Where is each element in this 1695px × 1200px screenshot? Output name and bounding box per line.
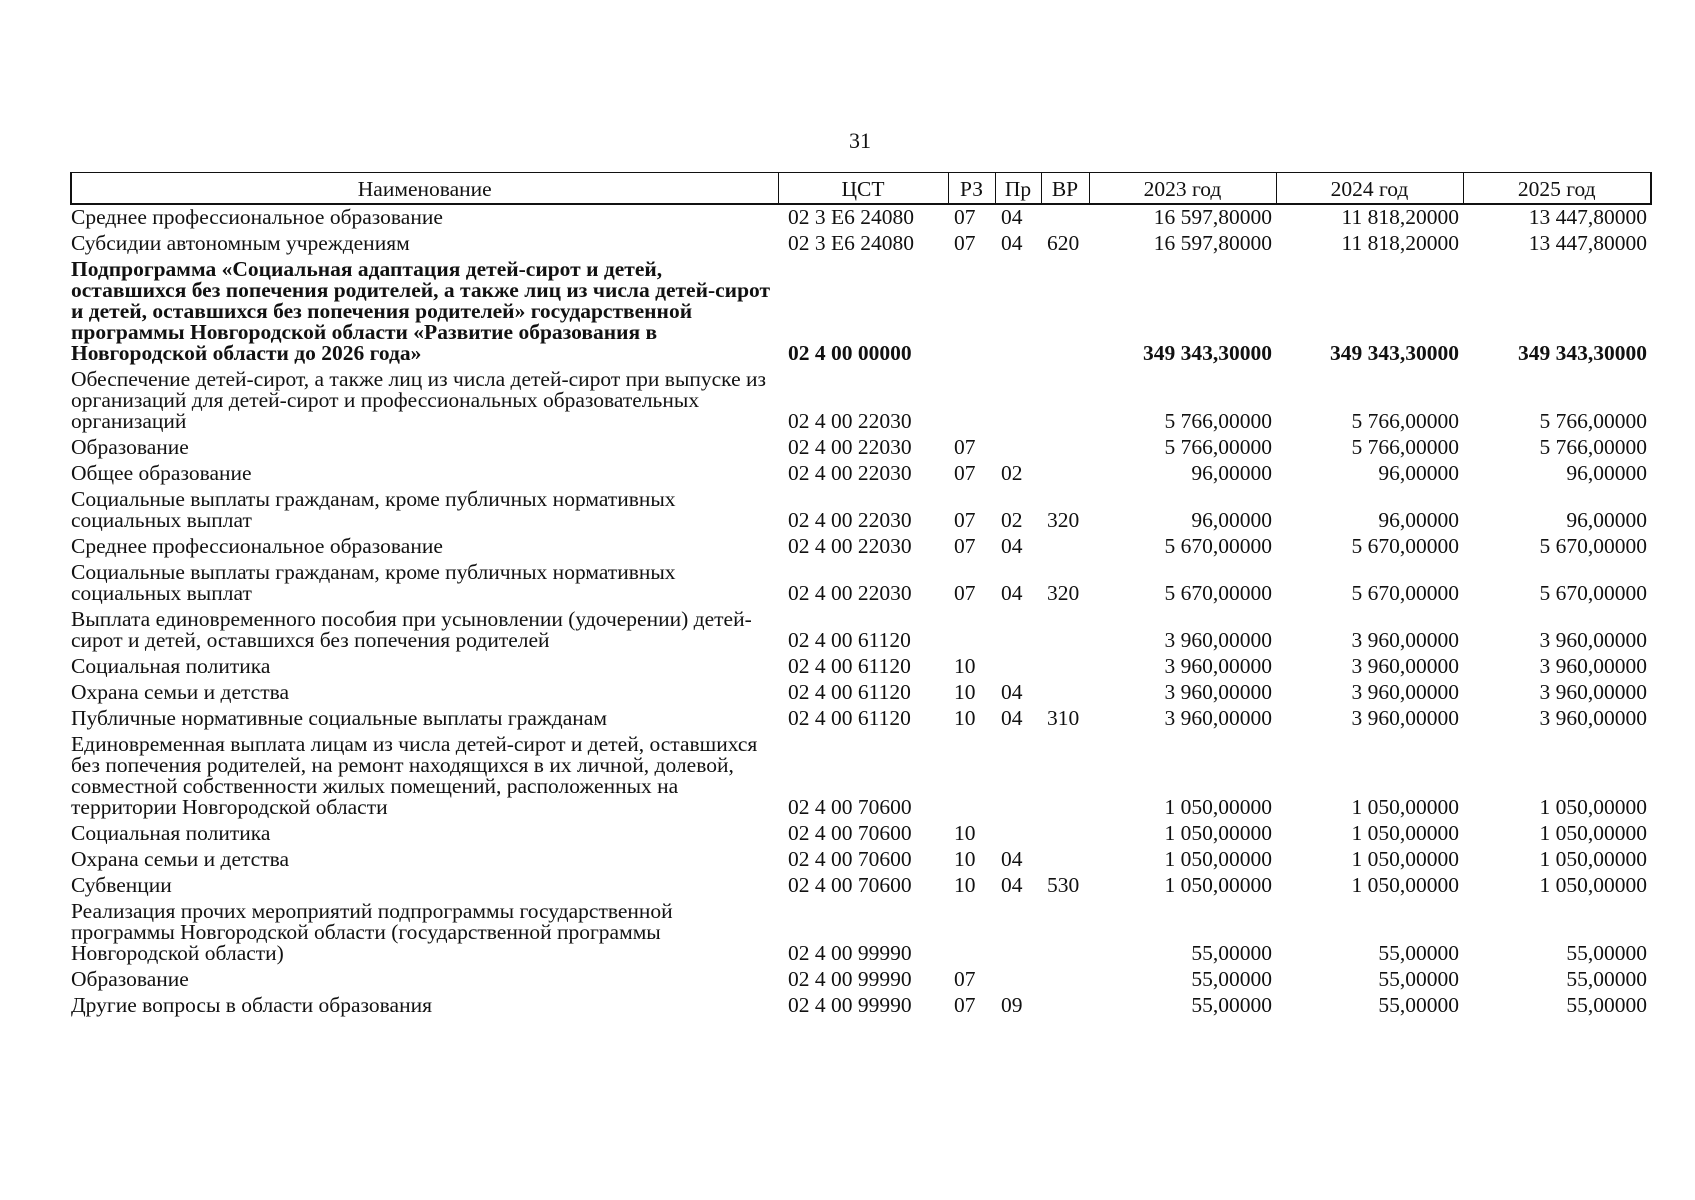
header-2025: 2025 год	[1463, 173, 1651, 205]
row-amount-2023: 55,00000	[1191, 941, 1272, 965]
row-name: Среднее профессиональное образование	[71, 205, 443, 229]
row-vr	[1041, 204, 1089, 231]
table-row	[71, 654, 1651, 680]
row-vr: 620	[1047, 231, 1080, 255]
row-amount-2024: 3 960,00000	[1351, 628, 1459, 652]
row-amount-2024: 5 766,00000	[1351, 435, 1459, 459]
row-amount-2024: 1 050,00000	[1351, 847, 1459, 871]
row-vr	[1041, 993, 1089, 1019]
row-pr: 02	[1001, 461, 1023, 485]
row-name: Охрана семьи и детства	[71, 847, 290, 871]
header-rz: РЗ	[948, 173, 995, 205]
table-row	[71, 257, 1651, 367]
row-amount-2024: 5 670,00000	[1351, 534, 1459, 558]
row-rz	[948, 899, 995, 967]
row-pr	[995, 899, 1041, 967]
row-amount-2023: 3 960,00000	[1164, 628, 1272, 652]
row-name: Выплата единовременного пособия при усыновлении (удочерении) детей-сирот и детей, оставшихся без попечения родителей	[71, 607, 752, 652]
row-amount-2023: 5 766,00000	[1164, 409, 1272, 433]
row-amount-2023: 3 960,00000	[1164, 706, 1272, 730]
row-vr	[1041, 257, 1089, 367]
row-pr: 04	[1001, 581, 1023, 605]
row-amount-2025: 5 766,00000	[1539, 409, 1647, 433]
table-row	[71, 993, 1651, 1019]
row-pr: 09	[1001, 993, 1023, 1017]
row-pr	[995, 435, 1041, 461]
table-row	[71, 435, 1651, 461]
row-pr: 04	[1001, 205, 1023, 229]
row-cst: 02 4 00 22030	[788, 581, 912, 605]
row-pr	[995, 654, 1041, 680]
row-amount-2025: 13 447,80000	[1528, 205, 1647, 229]
table-row	[71, 231, 1651, 257]
row-cst: 02 4 00 70600	[788, 847, 912, 871]
row-amount-2023: 55,00000	[1191, 967, 1272, 991]
row-amount-2024: 1 050,00000	[1351, 821, 1459, 845]
row-amount-2025: 55,00000	[1566, 967, 1647, 991]
row-pr	[995, 367, 1041, 435]
table-row	[71, 706, 1651, 732]
table-row	[71, 873, 1651, 899]
row-name: Обеспечение детей-сирот, а также лиц из числа детей-сирот при выпуске из организаций для детей-сирот и профессиональных образовательных организаций	[71, 367, 767, 433]
row-pr	[995, 967, 1041, 993]
row-amount-2023: 55,00000	[1191, 993, 1272, 1017]
table-row	[71, 967, 1651, 993]
row-amount-2024: 55,00000	[1378, 993, 1459, 1017]
row-vr	[1041, 435, 1089, 461]
row-rz	[948, 732, 995, 821]
row-amount-2024: 3 960,00000	[1351, 706, 1459, 730]
row-pr: 04	[1001, 534, 1023, 558]
row-name: Образование	[71, 435, 189, 459]
row-rz: 10	[954, 706, 976, 730]
row-pr	[995, 607, 1041, 654]
row-pr: 04	[1001, 706, 1023, 730]
row-amount-2024: 5 670,00000	[1351, 581, 1459, 605]
row-amount-2024: 96,00000	[1378, 508, 1459, 532]
row-cst: 02 4 00 22030	[788, 435, 912, 459]
row-pr: 04	[1001, 231, 1023, 255]
row-amount-2025: 1 050,00000	[1539, 795, 1647, 819]
row-rz: 10	[954, 680, 976, 704]
row-rz: 07	[954, 435, 976, 459]
row-name: Общее образование	[71, 461, 252, 485]
table-row	[71, 732, 1651, 821]
row-cst: 02 4 00 99990	[788, 941, 912, 965]
row-vr	[1041, 847, 1089, 873]
row-amount-2023: 3 960,00000	[1164, 654, 1272, 678]
table-row	[71, 461, 1651, 487]
row-amount-2024: 3 960,00000	[1351, 654, 1459, 678]
row-amount-2023: 5 670,00000	[1164, 581, 1272, 605]
row-rz: 07	[954, 993, 976, 1017]
row-rz	[948, 607, 995, 654]
row-pr: 04	[1001, 680, 1023, 704]
row-pr	[995, 257, 1041, 367]
row-cst: 02 4 00 61120	[788, 680, 911, 704]
table-row	[71, 821, 1651, 847]
row-vr	[1041, 821, 1089, 847]
row-vr: 320	[1047, 508, 1080, 532]
table-row	[71, 899, 1651, 967]
row-pr: 04	[1001, 847, 1023, 871]
table-row	[71, 534, 1651, 560]
table-row	[71, 367, 1651, 435]
row-rz: 07	[954, 231, 976, 255]
row-vr	[1041, 367, 1089, 435]
row-cst: 02 4 00 70600	[788, 821, 912, 845]
row-rz	[948, 367, 995, 435]
page-number: 31	[849, 128, 871, 153]
row-amount-2024: 96,00000	[1378, 461, 1459, 485]
row-rz: 07	[954, 967, 976, 991]
row-amount-2023: 349 343,30000	[1143, 341, 1272, 365]
row-amount-2023: 5 766,00000	[1164, 435, 1272, 459]
row-rz: 07	[954, 205, 976, 229]
row-amount-2024: 55,00000	[1378, 941, 1459, 965]
row-amount-2024: 55,00000	[1378, 967, 1459, 991]
row-rz: 07	[954, 534, 976, 558]
header-pr: Пр	[995, 173, 1041, 205]
row-amount-2025: 5 670,00000	[1539, 581, 1647, 605]
row-cst: 02 4 00 70600	[788, 795, 912, 819]
row-amount-2023: 16 597,80000	[1153, 231, 1272, 255]
row-rz: 07	[954, 461, 976, 485]
row-cst: 02 4 00 99990	[788, 993, 912, 1017]
row-vr	[1041, 654, 1089, 680]
row-vr	[1041, 680, 1089, 706]
row-name: Реализация прочих мероприятий подпрограммы государственной программы Новгородской области (государственной программы Новгородской области)	[71, 899, 673, 965]
row-amount-2024: 3 960,00000	[1351, 680, 1459, 704]
row-vr	[1041, 967, 1089, 993]
row-cst: 02 4 00 22030	[788, 534, 912, 558]
header-2024: 2024 год	[1276, 173, 1463, 205]
table-row	[71, 607, 1651, 654]
budget-table	[70, 172, 1652, 1019]
row-amount-2023: 3 960,00000	[1164, 680, 1272, 704]
row-cst: 02 4 00 22030	[788, 409, 912, 433]
row-cst: 02 4 00 61120	[788, 654, 911, 678]
row-amount-2025: 96,00000	[1566, 461, 1647, 485]
table-body	[71, 204, 1651, 1019]
row-amount-2025: 5 766,00000	[1539, 435, 1647, 459]
row-cst: 02 4 00 22030	[788, 461, 912, 485]
table-row	[71, 487, 1651, 534]
row-amount-2025: 349 343,30000	[1518, 341, 1647, 365]
row-amount-2024: 349 343,30000	[1330, 341, 1459, 365]
row-rz: 07	[954, 581, 976, 605]
row-amount-2025: 55,00000	[1566, 941, 1647, 965]
row-name: Охрана семьи и детства	[71, 680, 290, 704]
row-amount-2025: 5 670,00000	[1539, 534, 1647, 558]
row-cst: 02 4 00 61120	[788, 706, 911, 730]
row-name: Подпрограмма «Социальная адаптация детей-сирот и детей, оставшихся без попечения родителей, а также лиц из числа детей-сирот и детей, оставшихся без попечения родителей» государственной программы Новгородской области «Развитие образования в Новгородской области до 2026 года»	[71, 257, 771, 365]
row-name: Субвенции	[71, 873, 172, 897]
row-amount-2023: 1 050,00000	[1164, 873, 1272, 897]
row-name: Единовременная выплата лицам из числа детей-сирот и детей, оставшихся без попечения родителей, на ремонт находящихся в их личной, долевой, совместной собственности жилых помещений, расположенных на территории Новгородской области	[71, 732, 758, 819]
row-amount-2024: 11 818,20000	[1341, 205, 1459, 229]
row-pr: 02	[1001, 508, 1023, 532]
row-name: Публичные нормативные социальные выплаты гражданам	[71, 706, 607, 730]
row-name: Социальные выплаты гражданам, кроме публичных нормативных социальных выплат	[71, 487, 676, 532]
header-vr: ВР	[1041, 173, 1089, 205]
row-amount-2025: 1 050,00000	[1539, 847, 1647, 871]
row-cst: 02 4 00 70600	[788, 873, 912, 897]
row-amount-2023: 1 050,00000	[1164, 795, 1272, 819]
row-amount-2025: 1 050,00000	[1539, 873, 1647, 897]
row-rz: 10	[954, 873, 976, 897]
row-vr: 530	[1047, 873, 1080, 897]
table-row	[71, 560, 1651, 607]
row-amount-2025: 3 960,00000	[1539, 680, 1647, 704]
row-vr	[1041, 732, 1089, 821]
row-cst: 02 4 00 00000	[788, 341, 912, 365]
row-rz: 10	[954, 821, 976, 845]
row-name: Образование	[71, 967, 189, 991]
row-amount-2024: 1 050,00000	[1351, 873, 1459, 897]
row-amount-2024: 5 766,00000	[1351, 409, 1459, 433]
table-row	[71, 204, 1651, 231]
table-row	[71, 680, 1651, 706]
row-cst: 02 4 00 99990	[788, 967, 912, 991]
row-amount-2023: 5 670,00000	[1164, 534, 1272, 558]
row-name: Социальные выплаты гражданам, кроме публичных нормативных социальных выплат	[71, 560, 676, 605]
row-name: Социальная политика	[71, 654, 271, 678]
row-rz: 07	[954, 508, 976, 532]
row-amount-2023: 16 597,80000	[1153, 205, 1272, 229]
row-amount-2023: 96,00000	[1191, 508, 1272, 532]
row-rz: 10	[954, 847, 976, 871]
row-cst: 02 4 00 61120	[788, 628, 911, 652]
row-amount-2025: 3 960,00000	[1539, 706, 1647, 730]
table-header-row	[71, 173, 1651, 205]
row-vr: 310	[1047, 706, 1080, 730]
row-amount-2025: 1 050,00000	[1539, 821, 1647, 845]
row-name: Субсидии автономным учреждениям	[71, 231, 410, 255]
row-name: Социальная политика	[71, 821, 271, 845]
row-amount-2025: 55,00000	[1566, 993, 1647, 1017]
row-vr	[1041, 899, 1089, 967]
row-name: Другие вопросы в области образования	[71, 993, 432, 1017]
row-pr: 04	[1001, 873, 1023, 897]
row-cst: 02 4 00 22030	[788, 508, 912, 532]
row-amount-2024: 11 818,20000	[1341, 231, 1459, 255]
header-cst: ЦСТ	[778, 173, 948, 205]
table-row	[71, 847, 1651, 873]
row-amount-2023: 96,00000	[1191, 461, 1272, 485]
row-amount-2023: 1 050,00000	[1164, 821, 1272, 845]
header-name: Наименование	[71, 173, 778, 205]
row-vr	[1041, 534, 1089, 560]
row-rz	[948, 257, 995, 367]
row-amount-2024: 1 050,00000	[1351, 795, 1459, 819]
row-amount-2025: 96,00000	[1566, 508, 1647, 532]
row-amount-2025: 3 960,00000	[1539, 654, 1647, 678]
row-pr	[995, 821, 1041, 847]
row-cst: 02 3 Е6 24080	[788, 205, 915, 229]
row-name: Среднее профессиональное образование	[71, 534, 443, 558]
row-amount-2025: 3 960,00000	[1539, 628, 1647, 652]
row-pr	[995, 732, 1041, 821]
row-vr	[1041, 461, 1089, 487]
row-amount-2023: 1 050,00000	[1164, 847, 1272, 871]
row-vr	[1041, 607, 1089, 654]
header-2023: 2023 год	[1089, 173, 1276, 205]
row-rz: 10	[954, 654, 976, 678]
row-cst: 02 3 Е6 24080	[788, 231, 915, 255]
row-vr: 320	[1047, 581, 1080, 605]
row-amount-2025: 13 447,80000	[1528, 231, 1647, 255]
